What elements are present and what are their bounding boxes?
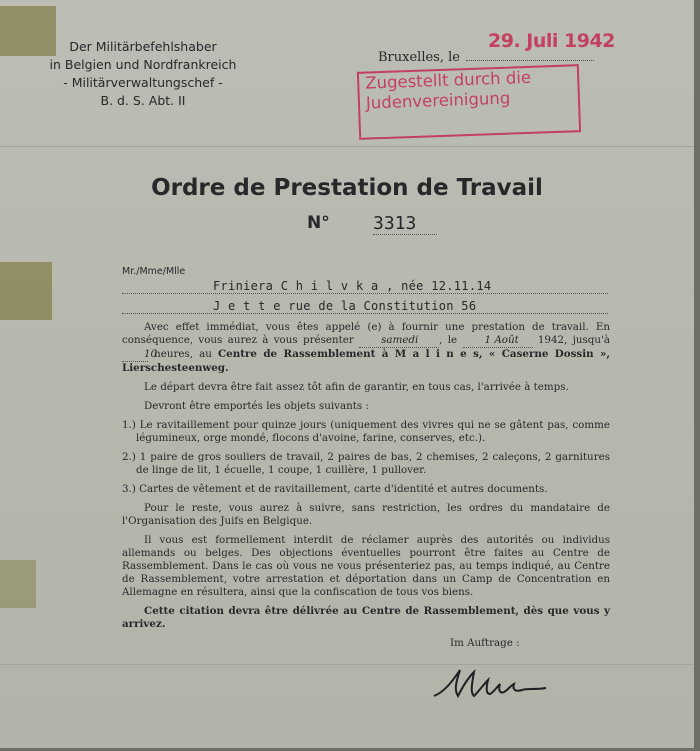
handwritten-hour: 10 bbox=[122, 348, 148, 362]
recipient-address-line bbox=[122, 313, 608, 314]
list-item: 2.) 1 paire de gros souliers de travail, 2 paires de bas, 2 chemises, 2 caleçons, 2 garnitures de linge de lit, 1 écuelle, 1 coupe, 1 cuillère, 1 pullover. bbox=[122, 451, 610, 476]
handwritten-date: 1 Août bbox=[463, 334, 533, 348]
text-run: 1942, jusqu'à bbox=[537, 334, 611, 346]
document-title: Ordre de Prestation de Travail bbox=[151, 175, 543, 201]
order-body bbox=[122, 321, 610, 650]
recipient-name-line bbox=[122, 293, 608, 294]
text-run: , le bbox=[439, 334, 458, 346]
delivery-stamp bbox=[357, 64, 581, 140]
date-stamp: 29. Juli 1942 bbox=[488, 30, 615, 52]
issuer-header bbox=[18, 38, 268, 110]
place-label: Bruxelles, le bbox=[378, 50, 460, 65]
date-dotted-line bbox=[466, 60, 594, 61]
paragraph-orders: Pour le reste, vous aurez à suivre, sans restriction, les ordres du mandataire de l'Organisation des Juifs en Belgique. bbox=[122, 502, 610, 527]
header-line: in Belgien und Nordfrankreich bbox=[49, 57, 237, 72]
paragraph-departure: Le départ devra être fait assez tôt afin de garantir, en tous cas, l'arrivée à temps. bbox=[144, 381, 569, 393]
header-line: - Militärverwaltungschef - bbox=[63, 75, 223, 90]
paragraph-delivery: Cette citation devra être délivrée au Centre de Rassemblement, dès que vous y arrivez. bbox=[122, 605, 610, 630]
assembly-location: Centre de Rassemblement à M a l i n e s, « Caserne Dossin », Lierschesteenweg. bbox=[122, 348, 611, 374]
tape-mark bbox=[0, 560, 36, 608]
order-number: 3313 bbox=[373, 213, 437, 235]
text-run: heures, au bbox=[154, 348, 212, 360]
paragraph-items-intro: Devront être emportés les objets suivants : bbox=[144, 400, 369, 412]
tape-mark bbox=[0, 262, 52, 320]
paragraph-warning: Il vous est formellement interdit de réclamer auprès des autorités ou individus allemands ou belges. Des objections éventuelles pourront être faites au Centre de Rassemblement. Dans le cas où vous ne vous présenteriez pas, au temps indiqué, au Centre de Rassemblement, votre arrestation et déportation dans un Camp de Concentration en Allemagne en résultera, ainsi que la confiscation de tous vos biens. bbox=[122, 534, 610, 598]
fold-line bbox=[0, 146, 694, 147]
text-run: Avec effet immédiat, vous êtes appelé (e) à fournir une prestation de travail. En conséquence, vous aurez à vous présenter bbox=[122, 321, 610, 346]
header-line: Der Militärbefehlshaber bbox=[69, 39, 217, 54]
list-item: 1.) Le ravitaillement pour quinze jours (uniquement des vivres qui ne se gâtent pas, comme légumineux, orge mondé, flocons d'avoine, farine, conserves, etc.). bbox=[122, 419, 610, 444]
recipient-address: J e t t e rue de la Constitution 56 bbox=[213, 299, 477, 313]
handwritten-day: samedi bbox=[359, 334, 439, 348]
paragraph-instruction bbox=[122, 321, 610, 375]
stamp-line: Zugestellt durch die bbox=[364, 67, 532, 93]
im-auftrage-label: Im Auftrage : bbox=[450, 637, 520, 649]
list-item: 3.) Cartes de vêtement et de ravitaillement, carte d'identité et autres documents. bbox=[122, 483, 548, 495]
recipient-label: Mr./Mme/Mlle bbox=[122, 266, 186, 277]
header-line: B. d. S. Abt. II bbox=[100, 93, 186, 108]
number-label: N° bbox=[307, 213, 330, 233]
handwritten-signature bbox=[430, 662, 560, 710]
fold-line bbox=[0, 664, 694, 665]
stamp-line: Judenvereinigung bbox=[365, 88, 511, 113]
recipient-name: Friniera C h i l v k a , née 12.11.14 bbox=[213, 279, 492, 293]
